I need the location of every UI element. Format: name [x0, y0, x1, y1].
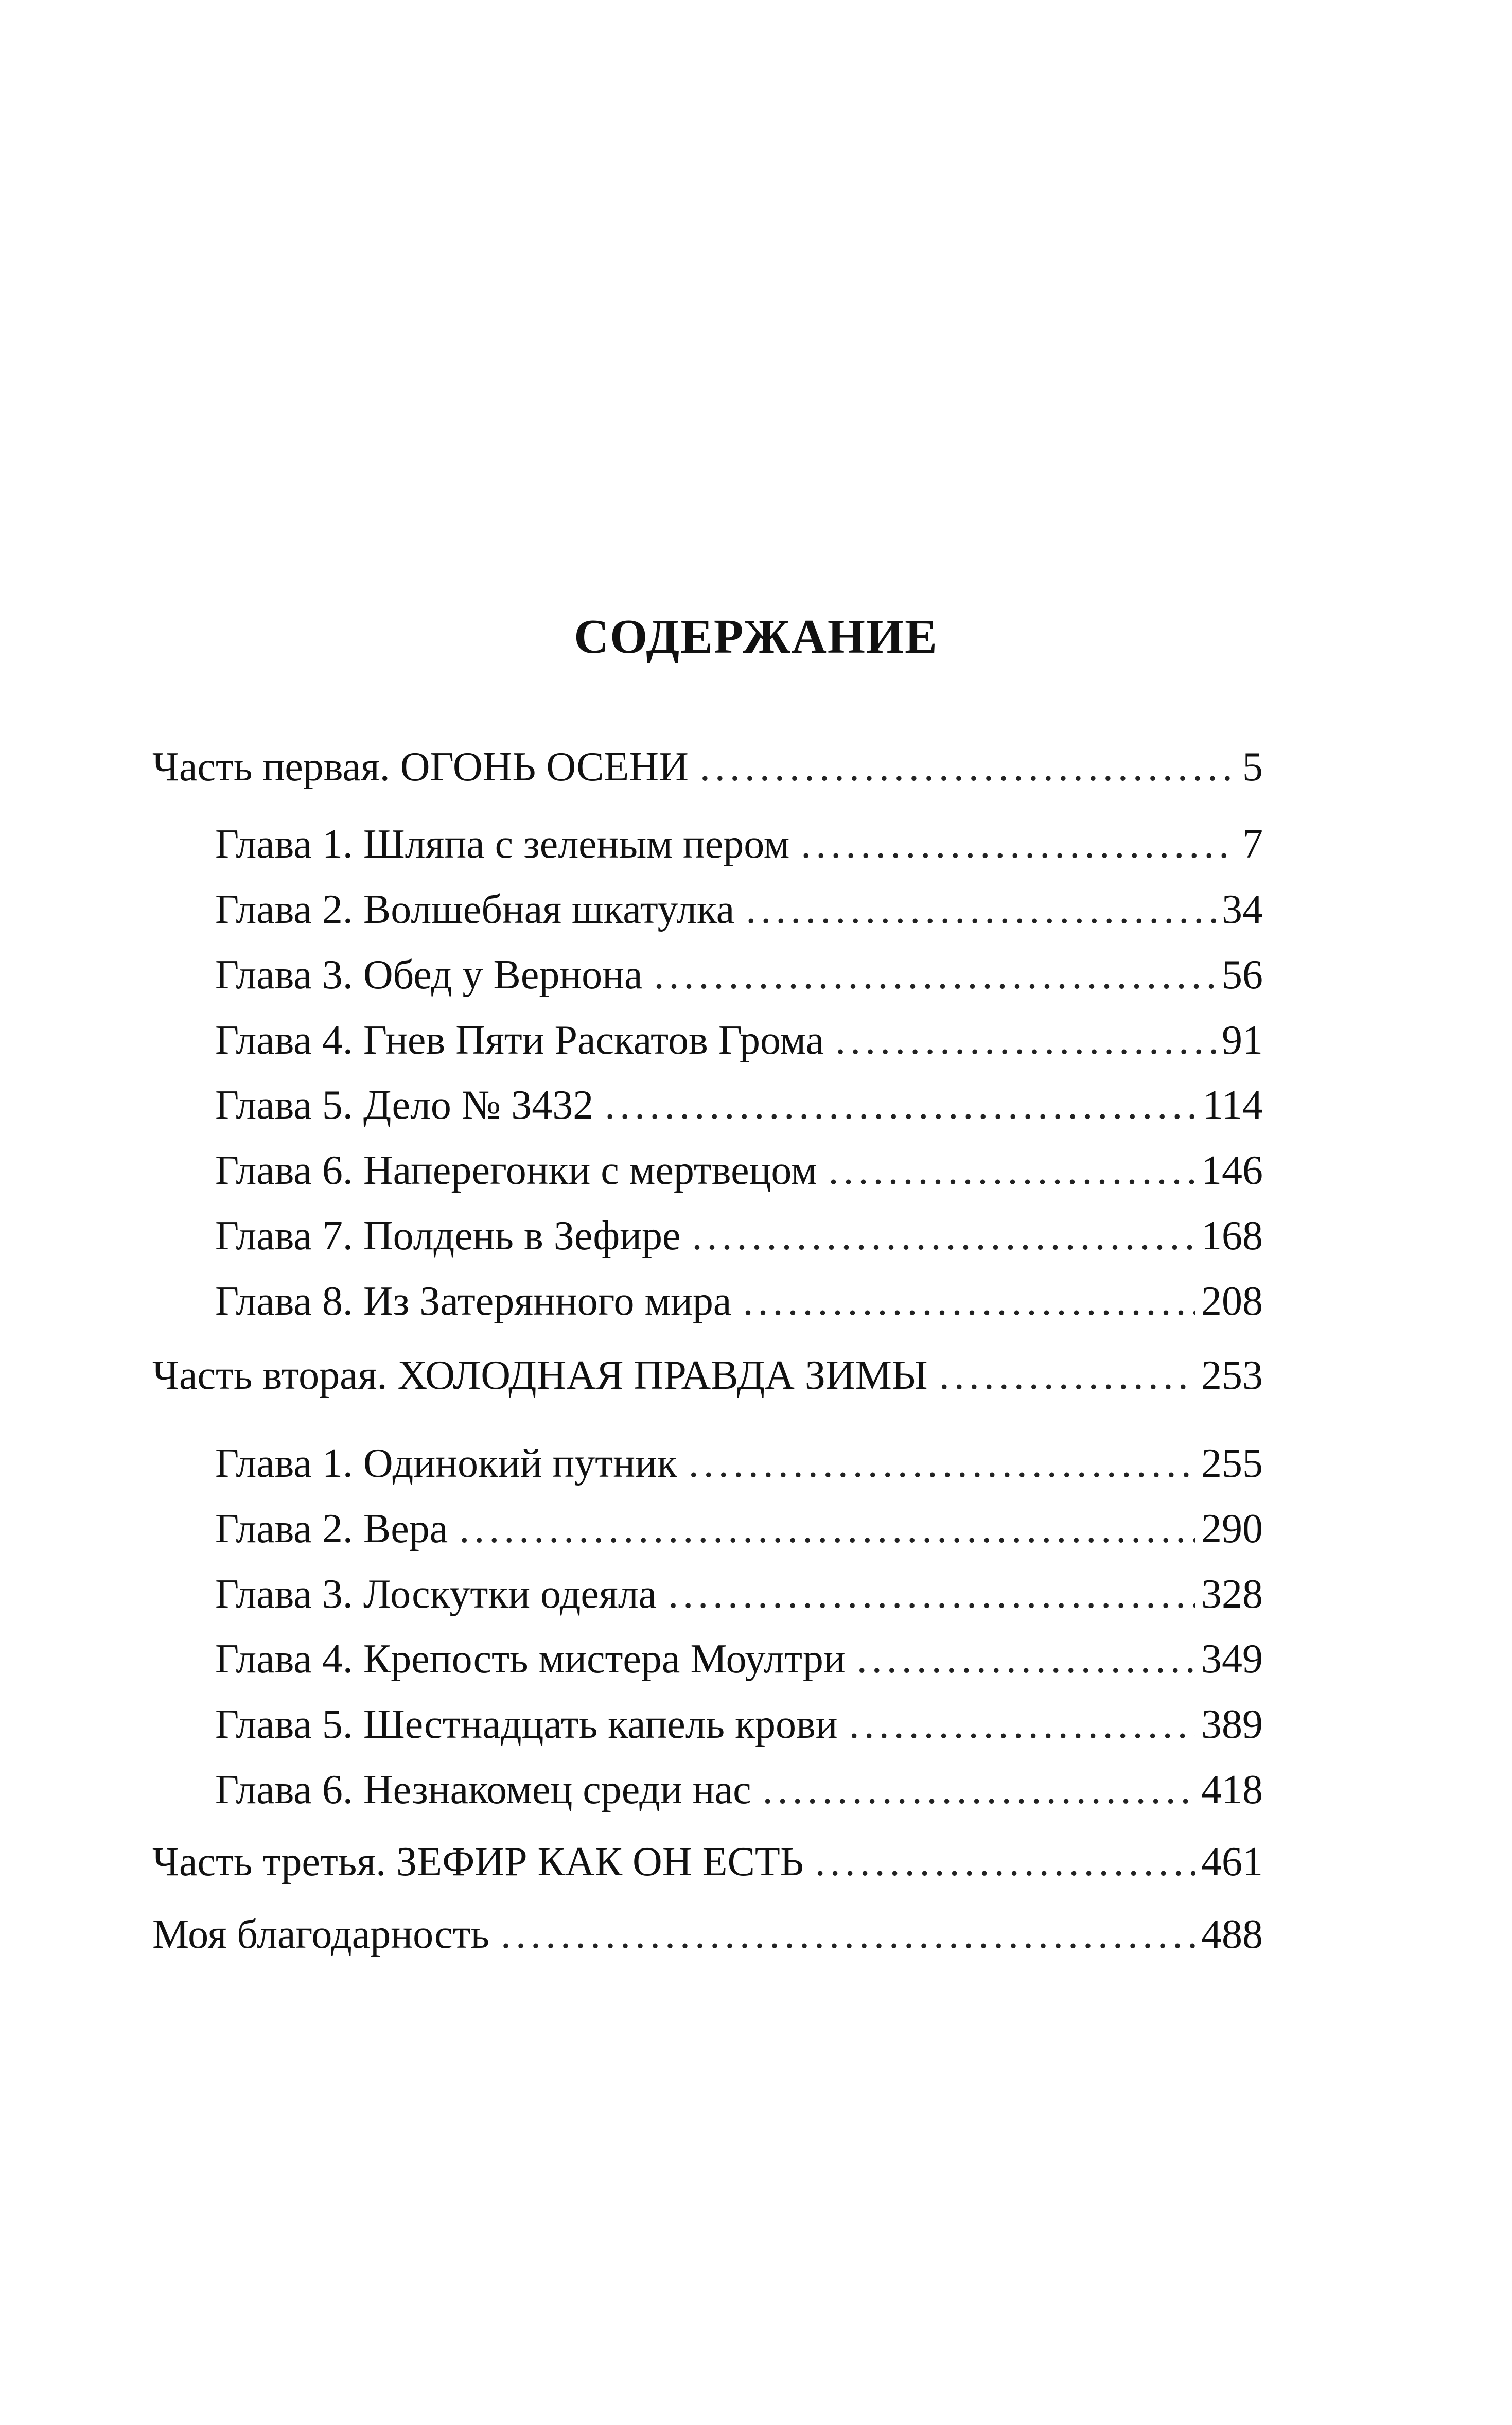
toc-entry-page: 168	[1201, 1213, 1263, 1259]
toc-entry-chapter	[215, 949, 1263, 1001]
toc-entry-label: Глава 2. Волшебная шкатулка	[215, 887, 735, 932]
dot-leader	[501, 1909, 1195, 1960]
dot-leader	[939, 1350, 1195, 1401]
toc-entry-label: Глава 7. Полдень в Зефире	[215, 1213, 681, 1259]
toc-entry-chapter	[215, 1015, 1263, 1066]
toc-entry-page: 34	[1222, 887, 1263, 932]
toc-entry-label: Часть вторая. ХОЛОДНАЯ ПРАВДА ЗИМЫ	[152, 1353, 928, 1398]
dot-leader	[849, 1699, 1195, 1750]
toc-entry-page: 56	[1222, 952, 1263, 998]
toc-entry-page: 114	[1202, 1083, 1263, 1128]
toc-entry-chapter	[215, 884, 1263, 935]
toc-entry-label: Глава 1. Одинокий путник	[215, 1441, 677, 1486]
toc-entry-label: Глава 1. Шляпа с зеленым пером	[215, 822, 790, 867]
dot-leader	[857, 1633, 1195, 1685]
dot-leader	[692, 1210, 1195, 1262]
toc-entry-page: 488	[1201, 1912, 1263, 1957]
toc-entry-chapter	[215, 1145, 1263, 1196]
toc-entry-page: 461	[1201, 1839, 1263, 1885]
dot-leader	[801, 818, 1236, 870]
toc-entry-part-3	[152, 1836, 1263, 1888]
toc-entry-page: 255	[1201, 1441, 1263, 1486]
toc-entry-chapter	[215, 1633, 1263, 1685]
toc-entry-label: Глава 4. Гнев Пяти Раскатов Грома	[215, 1018, 824, 1063]
toc-entry-chapter	[215, 1438, 1263, 1489]
toc-entry-label: Глава 6. Незнакомец среди нас	[215, 1767, 751, 1812]
toc-entry-chapter	[215, 1699, 1263, 1750]
toc-entry-page: 5	[1242, 744, 1263, 790]
toc-entry-acknowledgements	[152, 1909, 1263, 1960]
toc-entry-part-1	[152, 741, 1263, 793]
toc-entry-label: Глава 5. Дело № 3432	[215, 1083, 594, 1128]
dot-leader	[459, 1503, 1195, 1555]
toc-entry-label: Моя благодарность	[152, 1912, 490, 1957]
toc-entry-label: Глава 2. Вера	[215, 1506, 448, 1551]
toc-entry-chapter	[215, 1079, 1263, 1131]
toc-entry-chapter	[215, 1568, 1263, 1620]
toc-entry-chapter	[215, 1764, 1263, 1816]
dot-leader	[743, 1276, 1195, 1327]
toc-entry-page: 349	[1201, 1636, 1263, 1682]
dot-leader	[829, 1145, 1195, 1196]
toc-entry-part-2	[152, 1350, 1263, 1401]
toc-entry-page: 253	[1201, 1353, 1263, 1398]
dot-leader	[668, 1568, 1195, 1620]
dot-leader	[763, 1764, 1195, 1816]
dot-leader	[654, 949, 1216, 1001]
dot-leader	[746, 884, 1216, 935]
dot-leader	[700, 741, 1236, 793]
toc-entry-page: 389	[1201, 1702, 1263, 1747]
toc-entry-label: Глава 3. Обед у Вернона	[215, 952, 643, 998]
toc-entry-page: 290	[1201, 1506, 1263, 1551]
toc-entry-chapter	[215, 1503, 1263, 1555]
toc-entry-page: 418	[1201, 1767, 1263, 1812]
toc-entry-label: Глава 6. Наперегонки с мертвецом	[215, 1148, 817, 1193]
toc-entry-page: 328	[1201, 1572, 1263, 1617]
toc-entry-page: 7	[1242, 822, 1263, 867]
toc-entry-label: Глава 3. Лоскутки одеяла	[215, 1572, 657, 1617]
toc-entry-label: Глава 8. Из Затерянного мира	[215, 1279, 732, 1324]
toc-entry-page: 146	[1201, 1148, 1263, 1193]
toc-entry-chapter	[215, 818, 1263, 870]
dot-leader	[689, 1438, 1195, 1489]
toc-entry-chapter	[215, 1210, 1263, 1262]
toc-entry-label: Часть первая. ОГОНЬ ОСЕНИ	[152, 744, 689, 790]
toc-entry-label: Глава 5. Шестнадцать капель крови	[215, 1702, 838, 1747]
toc-entry-label: Часть третья. ЗЕФИР КАК ОН ЕСТЬ	[152, 1839, 804, 1885]
dot-leader	[835, 1015, 1216, 1066]
toc-entry-label: Глава 4. Крепость мистера Моултри	[215, 1636, 846, 1682]
toc-entry-page: 91	[1222, 1018, 1263, 1063]
toc-entry-chapter	[215, 1276, 1263, 1327]
dot-leader	[605, 1079, 1197, 1131]
page-title: СОДЕРЖАНИЕ	[574, 610, 938, 664]
dot-leader	[815, 1836, 1195, 1888]
toc-entry-page: 208	[1201, 1279, 1263, 1324]
